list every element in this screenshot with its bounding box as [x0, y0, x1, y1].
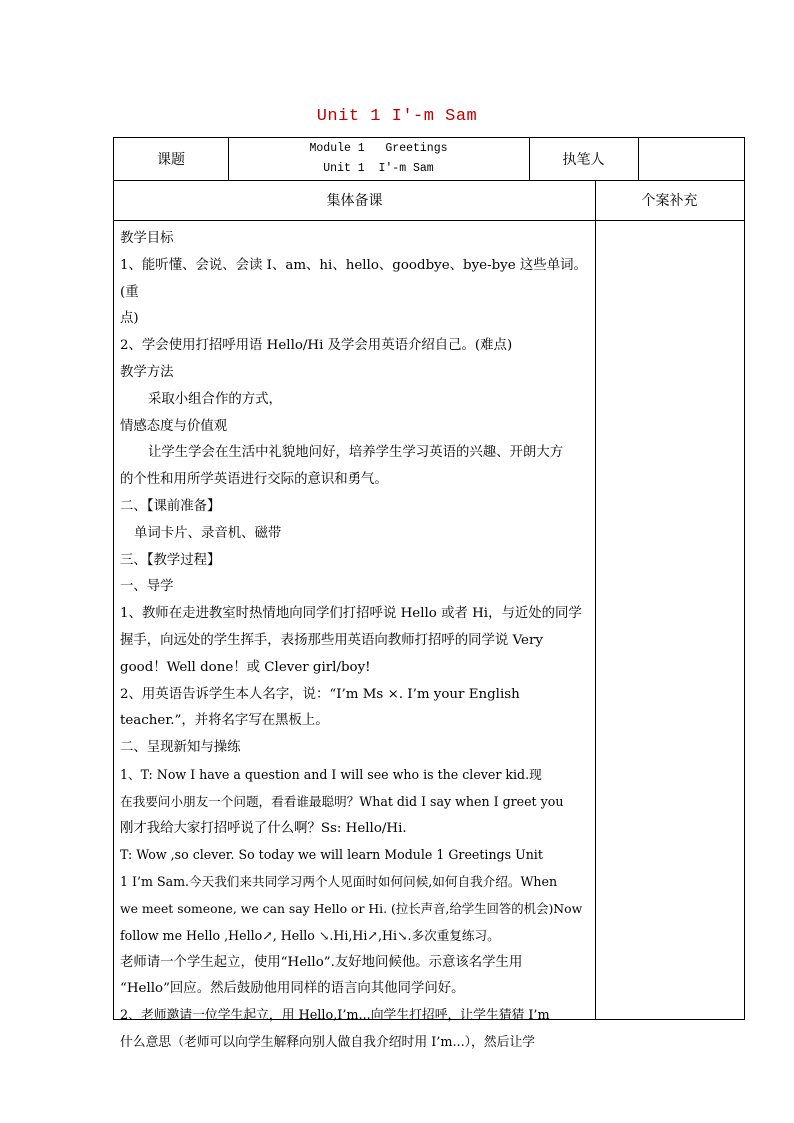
content-line: 一、导学: [120, 579, 174, 595]
content-line: 三、【教学过程】: [120, 552, 221, 568]
content-line: 2、学会使用打招呼用语 Hello/Hi 及学会用英语介绍自己。(难点): [120, 338, 513, 354]
collective-prep-header: 集体备课: [326, 193, 383, 209]
content-line: 什么意思（老师可以向学生解释向别人做自我介绍时用 I’m...），然后让学: [120, 1034, 536, 1050]
content-line: 单词卡片、录音机、磁带: [134, 525, 282, 541]
content-line: 让学生学会在生活中礼貌地问好，培养学生学习英语的兴趣、开朗大方: [148, 445, 564, 461]
author-label: 执笔人: [562, 152, 605, 168]
content-line: “Hello”回应。然后鼓励他用同样的语言向其他同学问好。: [120, 981, 465, 997]
content-line: follow me Hello ,Hello↗, Hello ↘.Hi,Hi↗,Hi↘.多次重复练习。: [120, 927, 500, 943]
supplement-column: [596, 221, 744, 1019]
content-line: 二、【课前准备】: [120, 498, 221, 514]
content-line: we meet someone, we can say Hello or Hi. (拉长声音,给学生回答的机会)Now: [120, 900, 583, 916]
content-line: 采取小组合作的方式，: [148, 391, 282, 407]
content-line: 2、用英语告诉学生本人名字，说：“I’m Ms ×. I’m your English: [120, 686, 520, 702]
lesson-label: 课题: [157, 152, 185, 168]
module-line: Module 1 Greetings: [309, 142, 448, 155]
lesson-plan-table: [113, 137, 745, 1050]
unit-line: Unit 1 I'-m Sam: [323, 162, 434, 175]
content-line: 1、教师在走进教室时热情地向同学们打招呼说 Hello 或者 Hi，与近处的同学: [120, 606, 582, 622]
content-line: T: Wow ,so clever. So today we will learn Module 1 Greetings Unit: [120, 847, 543, 863]
content-line: 老师请一个学生起立，使用“Hello”.友好地问候他。示意该名学生用: [120, 954, 523, 970]
lesson-content: [120, 226, 590, 1057]
content-line: 情感态度与价值观: [120, 418, 228, 434]
content-line: 2、老师邀请一位学生起立，用 Hello,I’m...向学生打招呼，让学生猜猜 I’m: [120, 1008, 550, 1024]
content-line: good！Well done！或 Clever girl/boy!: [120, 659, 371, 675]
author-value: [638, 138, 744, 180]
individual-supplement-header: 个案补充: [641, 193, 698, 209]
content-line: 的个性和用所学英语进行交际的意识和勇气。: [120, 472, 388, 488]
content-line: 1、T: Now I have a question and I will see who is the clever kid.现: [120, 766, 542, 782]
content-line: 刚才我给大家打招呼说了什么啊？Ss: Hello/Hi.: [120, 820, 407, 836]
content-line: 握手，向远处的学生挥手，表扬那些用英语向教师打招呼的同学说 Very: [120, 632, 543, 648]
content-line: teacher.”，并将名字写在黑板上。: [120, 713, 329, 729]
content-line: 在我要问小朋友一个问题，看看谁最聪明？What did I say when I greet you: [120, 793, 564, 809]
content-line: 二、呈现新知与操练: [120, 740, 241, 756]
content-line: 1 I’m Sam.今天我们来共同学习两个人见面时如何问候,如何自我介绍。When: [120, 874, 558, 890]
content-line: 点): [120, 311, 139, 327]
content-line: 教学方法: [120, 364, 174, 380]
document-title: Unit 1 I'-m Sam: [316, 107, 478, 126]
content-line: 1、能听懂、会说、会读 I、am、hi、hello、goodbye、bye-bye 这些单词。(重: [120, 257, 587, 300]
lesson-topic: [228, 138, 529, 180]
content-line: 教学目标: [120, 231, 174, 246]
